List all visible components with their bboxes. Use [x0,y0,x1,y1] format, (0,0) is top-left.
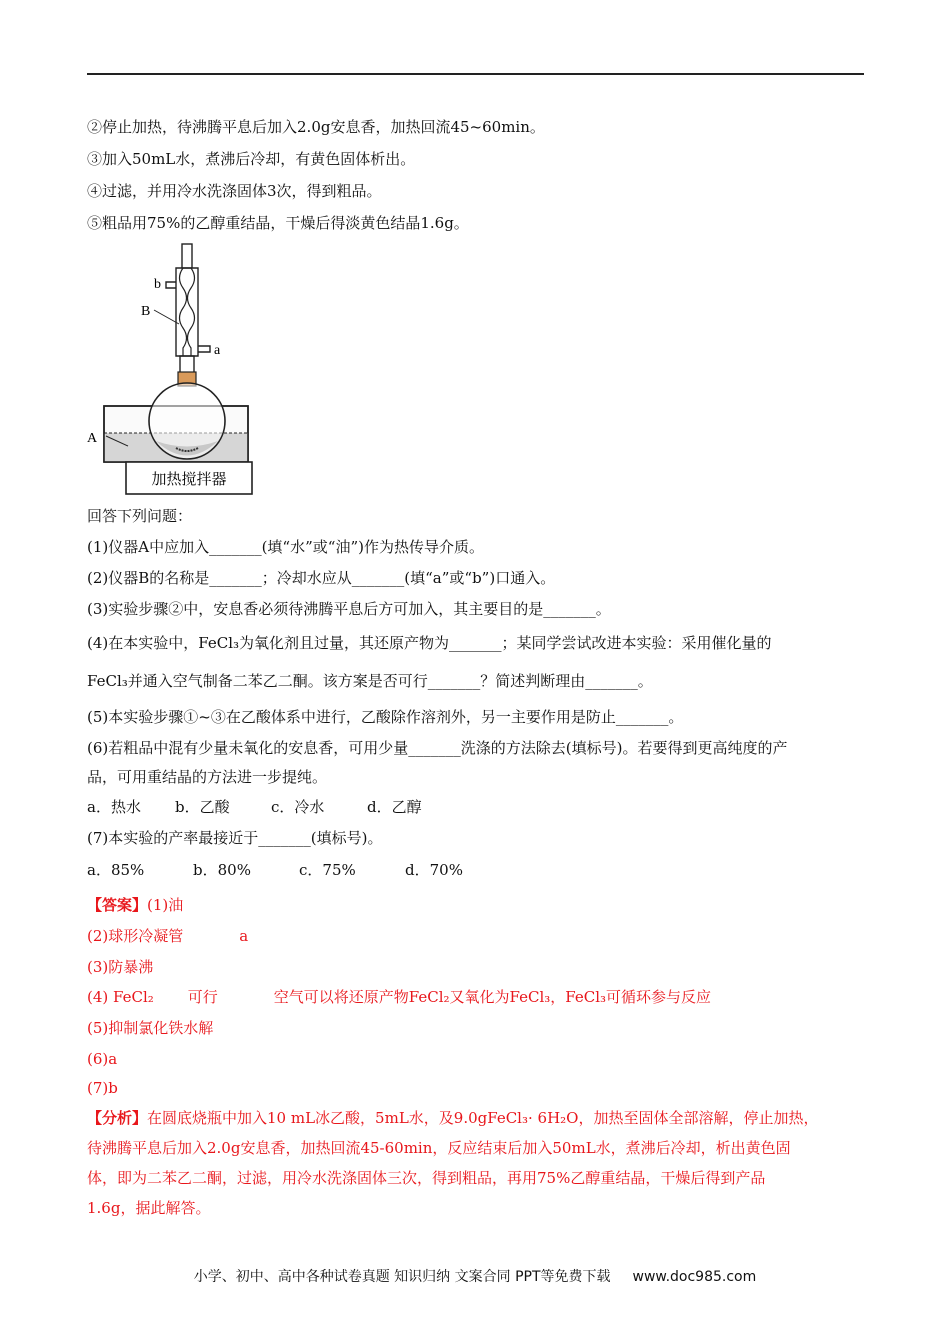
question-1: (1)仪器A中应加入_______(填“水”或“油”)作为热传导介质。 [87,538,484,556]
question-6-line-2: 品，可用重结晶的方法进一步提纯。 [87,768,328,786]
step-3: ③加入50mL水，煮沸后冷却，有黄色固体析出。 [87,150,416,168]
analysis-text-1: 在圆底烧瓶中加入10 mL冰乙酸，5mL水，及9.0gFeCl₃· 6H₂O，加热至固体全部溶解，停止加热， [147,1109,819,1127]
step-5: ⑤粗品用75%的乙醇重结晶，干燥后得淡黄色结晶1.6g。 [87,214,469,232]
q7-option-b: b．80% [193,861,251,879]
q6-option-d: d．乙醇 [367,798,422,816]
question-6-options [87,796,422,818]
q6-option-a: a．热水 [87,798,141,816]
q6-option-b: b．乙酸 [175,798,230,816]
questions-intro: 回答下列问题： [87,507,193,525]
question-3: (3)实验步骤②中，安息香必须待沸腾平息后方可加入，其主要目的是_______。 [87,600,611,618]
answer-7: (7)b [87,1079,118,1097]
label-A: A [87,431,98,446]
apparatus-figure [84,238,259,500]
question-7-options [87,859,463,881]
answer-4-product: (4) FeCl₂ [87,988,154,1006]
analysis-line-2: 待沸腾平息后加入2.0g安息香，加热回流45-60min，反应结束后加入50mL水，煮沸后冷却，析出黄色固 [87,1139,791,1157]
answer-1: (1)油 [147,896,184,914]
stirrer-label: 加热搅拌器 [151,470,227,488]
step-2: ②停止加热，待沸腾平息后加入2.0g安息香，加热回流45~60min。 [87,118,545,136]
question-7: (7)本实验的产率最接近于_______(填标号)。 [87,829,383,847]
q7-option-d: d．70% [405,861,463,879]
question-5: (5)本实验步骤①~③在乙酸体系中进行，乙酸除作溶剂外，另一主要作用是防止_______。 [87,708,684,726]
question-4-line-1: (4)在本实验中，FeCl₃为氧化剂且过量，其还原产物为_______；某同学尝试改进本实验：采用催化量的 [87,634,772,652]
answer-4-feasible: 可行 [187,988,218,1006]
label-b: b [154,277,161,292]
analysis-line-1 [87,1107,818,1129]
page-footer [0,1266,950,1286]
analysis-heading: 【分析】 [87,1109,148,1127]
q7-option-c: c．75% [299,861,356,879]
analysis-line-3: 体，即为二苯乙二酮，过滤，用冷水洗涤固体三次，得到粗品，再用75%乙醇重结晶，干燥后得到产品 [87,1169,766,1187]
footer-text: 小学、初中、高中各种试卷真题 知识归纳 文案合同 PPT等免费下载 [193,1269,611,1285]
header-rule [87,73,864,75]
answer-4-line [87,986,711,1008]
answer-heading: 【答案】 [87,896,148,914]
q6-option-c: c．冷水 [271,798,325,816]
step-4: ④过滤，并用冷水洗涤固体3次，得到粗品。 [87,182,382,200]
answer-4-reason: 空气可以将还原产物FeCl₂又氧化为FeCl₃，FeCl₃可循环参与反应 [273,988,712,1006]
answer-2-port: a [239,927,249,945]
analysis-line-4: 1.6g，据此解答。 [87,1199,211,1217]
question-4-line-2: FeCl₃并通入空气制备二苯乙二酮。该方案是否可行_______？简述判断理由_______。 [87,672,653,690]
question-6-line-1: (6)若粗品中混有少量未氧化的安息香，可用少量_______洗涤的方法除去(填标号)。若要得到更高纯度的产 [87,739,788,757]
label-a: a [214,343,221,358]
question-2: (2)仪器B的名称是_______；冷却水应从_______(填“a”或“b”)口通入。 [87,569,556,587]
answer-5: (5)抑制氯化铁水解 [87,1019,214,1037]
answer-2-line [87,925,248,947]
answer-2-name: (2)球形冷凝管 [87,927,184,945]
answer-6: (6)a [87,1050,118,1068]
label-B: B [141,304,151,319]
q7-option-a: a．85% [87,861,145,879]
footer-url[interactable]: www.doc985.com [632,1269,757,1285]
answer-1-line [87,894,183,916]
answer-3: (3)防暴沸 [87,958,154,976]
